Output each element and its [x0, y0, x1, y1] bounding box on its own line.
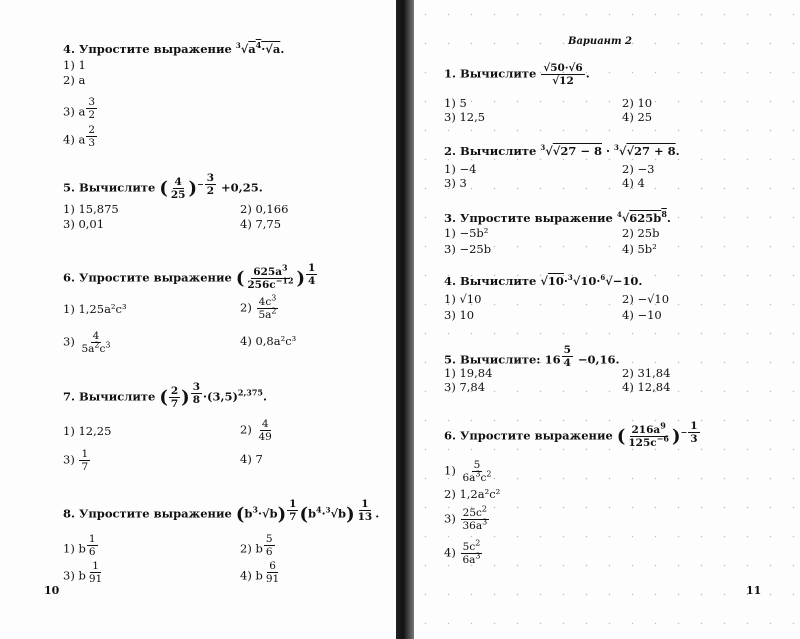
q6-option-4: 4) 0,8a²c³ — [240, 334, 297, 348]
q6-question: 6. Упростите выражение ( $\frac{625a^3}{256c^{-12}}$ ) $^{\frac{1}{4}}$ — [63, 262, 316, 291]
book-gutter — [396, 0, 414, 639]
r-q1-option-3: 3) 12,5 — [444, 110, 486, 124]
q7-question: 7. Вычислите ( $\frac{2}{7}$ ) $^{\frac{3}{8}}$ $\cdot(3,5)^{2,375}$. — [63, 381, 267, 410]
q6-option-3: 3) $\frac{4}{5a^2c^3}$ — [63, 330, 111, 355]
r-q2-option-1: 1) −4 — [444, 162, 477, 176]
q8-option-2: 2) b $^{\frac{5}{6}}$ — [240, 533, 273, 558]
q7-option-1: 1) 12,25 — [63, 424, 112, 438]
r-q2-option-3: 3) 3 — [444, 176, 467, 190]
r-q1-question: 1. Вычислите $\frac{√50\cdot√6}{√12}$ . — [444, 62, 590, 87]
r-q1-option-1: 1) 5 — [444, 96, 467, 110]
left-page — [0, 0, 396, 639]
r-q1-option-2: 2) 10 — [622, 96, 653, 110]
r-q4-option-1: 1) √10 — [444, 292, 482, 306]
q7-option-4: 4) 7 — [240, 452, 263, 466]
q4-label: Упростите выражение — [79, 41, 232, 56]
r-q5-question: 5. Вычислите: 16 $^{\frac{5}{4}}$ −0,16. — [444, 344, 620, 369]
q4-option-4: 4) a $^{\frac{2}{3}}$ — [63, 124, 96, 149]
r-q3-option-1: 1) −5b² — [444, 226, 489, 240]
r-q2-option-2: 2) −3 — [622, 162, 655, 176]
r-q5-option-3: 3) 7,84 — [444, 380, 486, 394]
r-q1-option-4: 4) 25 — [622, 110, 653, 124]
r-q4-option-2: 2) −√10 — [622, 292, 670, 306]
page-number-right: 11 — [746, 584, 762, 597]
q4-option-1: 1) 1 — [63, 58, 86, 72]
q5-option-3: 3) 0,01 — [63, 217, 105, 231]
q7-option-3: 3) $\frac{1}{7}$ — [63, 448, 89, 473]
page-number-left: 10 — [44, 584, 60, 597]
r-q3-option-2: 2) 25b — [622, 226, 660, 240]
r-q6-option-3: 3) $\frac{25c^2}{36a^3}$ — [444, 504, 488, 532]
r-q6-option-1: 1) $\frac{5}{6a^3c^2}$ — [444, 459, 492, 484]
r-q6-option-2: 2) 1,2a²c² — [444, 487, 501, 501]
r-q4-option-4: 4) −10 — [622, 308, 662, 322]
r-q4-question: 4. Вычислите √10·$^3$√10·$^6$√−10. — [444, 273, 643, 288]
q4-question — [63, 38, 284, 57]
q5-option-2: 2) 0,166 — [240, 202, 289, 216]
r-q6-option-4: 4) $\frac{5c^2}{6a^3}$ — [444, 538, 481, 566]
q8-option-1: 1) b $^{\frac{1}{6}}$ — [63, 533, 96, 558]
q8-option-3: 3) b $^{\frac{1}{91}}$ — [63, 560, 103, 585]
r-q5-option-4: 4) 12,84 — [622, 380, 671, 394]
right-page — [414, 0, 800, 639]
q8-question: 8. Упростите выражение $(b^3\cdot√b)$ $^{\frac{1}{7}}$ $(b^4\cdot^3√b)$ $^{\frac{1}{13}}$ . — [63, 498, 380, 525]
q4-number: 4. — [63, 41, 76, 56]
r-q2-option-4: 4) 4 — [622, 176, 645, 190]
r-q4-option-3: 3) 10 — [444, 308, 475, 322]
r-q3-option-3: 3) −25b — [444, 242, 492, 256]
q4-expression: $^3√a^4\cdot√a$. — [235, 40, 285, 56]
r-q3-question: 3. Упростите выражение $^4√625b^8$. — [444, 209, 671, 225]
q6-option-1: 1) 1,25a²c³ — [63, 302, 127, 316]
r-q6-question: 6. Упростите выражение ( $\frac{216a^9}{125c^{-6}}$ )$^{- \frac{1}{3}}$ — [444, 420, 698, 449]
q4-option-3: 3) a $^{\frac{3}{2}}$ — [63, 96, 96, 121]
q7-option-2: 2) $\frac{4}{49}$ — [240, 418, 272, 443]
q5-option-1: 1) 15,875 — [63, 202, 119, 216]
q5-question: 5. Вычислите ( $\frac{4}{25}$ )$^{- \frac{3}{2}}$ +0,25. — [63, 172, 263, 201]
q4-option-2: 2) a — [63, 73, 86, 87]
r-q3-option-4: 4) 5b² — [622, 242, 657, 256]
variant-header: Вариант 2 — [568, 36, 632, 47]
q5-option-4: 4) 7,75 — [240, 217, 282, 231]
q8-option-4: 4) b $^{\frac{6}{91}}$ — [240, 560, 280, 585]
r-q5-option-1: 1) 19,84 — [444, 366, 493, 380]
r-q2-question: 2. Вычислите $^3$√√27 − 8 · $^3$√√27 + 8. — [444, 143, 680, 158]
q6-option-2: 2) $\frac{4c^3}{5a^2}$ — [240, 293, 277, 321]
r-q5-option-2: 2) 31,84 — [622, 366, 671, 380]
